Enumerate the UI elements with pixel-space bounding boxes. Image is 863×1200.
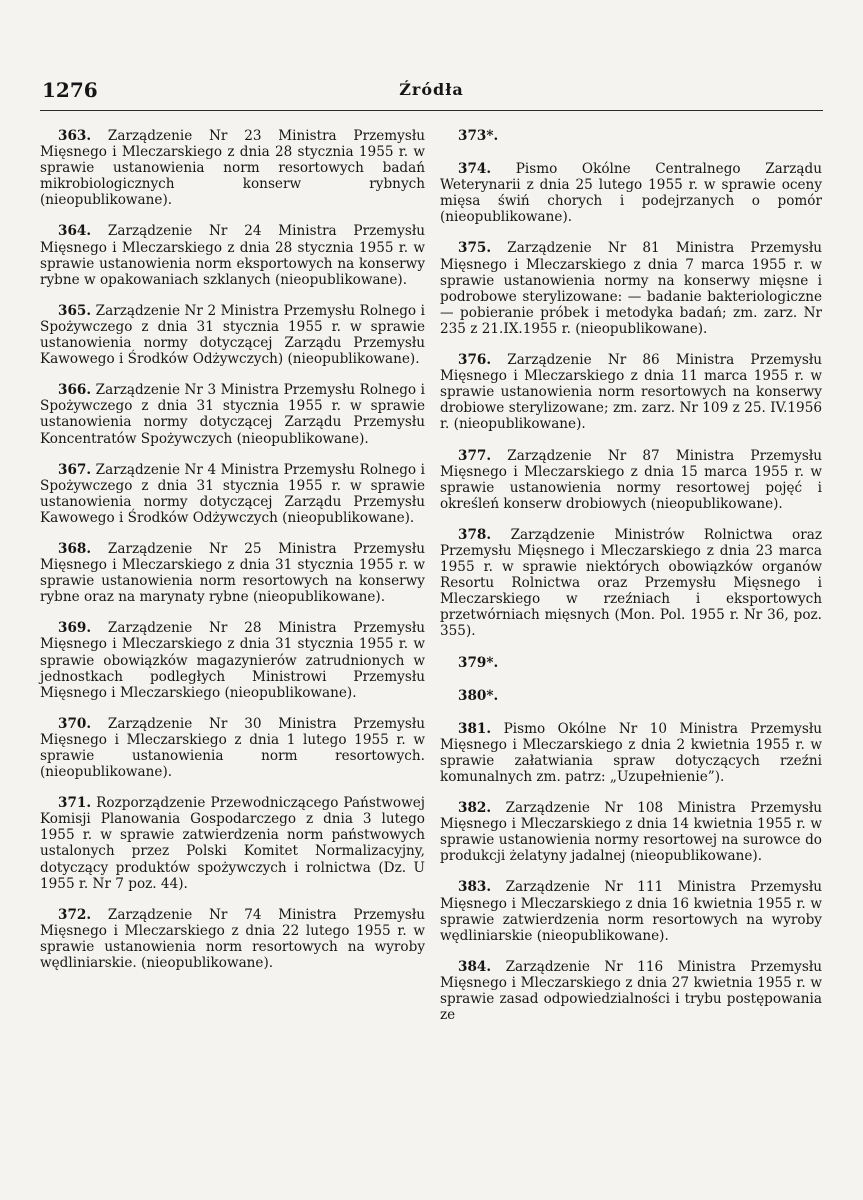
entry-number: 383. <box>458 879 492 896</box>
entry-text: Zarządzenie Nr 108 Ministra Przemysłu Mięsnego i Mleczarskiego z dnia 14 kwietnia 1955 r. w sprawie ustanowienia normy resortowej na surowce do produkcji żelatyny jadalnej (nieopublikowane). <box>440 800 823 865</box>
entry-text: Zarządzenie Nr 24 Ministra Przemysłu Mięsnego i Mleczarskiego z dnia 28 stycznia 1955 r. w sprawie ustanowienia norm eksportowych na konserwy rybne w opakowaniach szklanych (nieopublikowane). <box>40 223 425 288</box>
source-entry <box>40 462 425 526</box>
entry-text: Zarządzenie Nr 23 Ministra Przemysłu Mięsnego i Mleczarskiego z dnia 28 stycznia 1955 r. w sprawie ustanowienia norm resortowych badań mikrobiologicznych konserw rybnych (nieopublikowane). <box>40 128 425 209</box>
entry-text: Zarządzenie Nr 116 Ministra Przemysłu Mięsnego i Mleczarskiego z dnia 27 kwietnia 1955 r. w sprawie zasad odpowiedzialności i trybu postępowania ze <box>440 958 823 1024</box>
entry-text: Zarządzenie Ministrów Rolnictwa oraz Przemysłu Mięsnego i Mleczarskiego z dnia 23 marca 1955 r. w sprawie niektórych obowiązków organów Resortu Rolnictwa oraz Przemysłu Mięsnego i Mleczarskiego w rzeźniach i eksportowych przetwórniach mięsnych (Mon. Pol. 1955 r. Nr 36, poz. 355). <box>440 526 823 640</box>
source-entry <box>440 800 822 864</box>
entry-number: 374. <box>458 161 492 178</box>
entry-number: 372. <box>58 906 92 923</box>
source-entry <box>440 240 822 337</box>
entry-text: Zarządzenie Nr 87 Ministra Przemysłu Mięsnego i Mleczarskiego z dnia 15 marca 1955 r. w sprawie ustanowienia normy resortowej pojęć i określeń konserw drobiowych (nieopublikowane). <box>440 447 822 512</box>
entry-number: 382. <box>458 800 492 817</box>
entry-number: 379*. <box>458 654 499 671</box>
entry-number: 371. <box>58 795 92 812</box>
entry-number: 373*. <box>458 128 499 144</box>
running-title: Źródła <box>399 80 464 99</box>
right-column <box>440 128 822 1038</box>
source-entry <box>440 527 822 640</box>
left-column <box>40 128 425 986</box>
source-entry <box>40 223 425 287</box>
source-entry <box>440 688 822 704</box>
entry-number: 367. <box>58 461 92 478</box>
source-entry <box>440 879 822 943</box>
entry-text: Zarządzenie Nr 4 Ministra Przemysłu Rolnego i Spożywczego z dnia 31 stycznia 1955 r. w sprawie ustanowienia normy dotyczącej Zarządu Przemysłu Kawowego i Środków Odżywczych (nieopublikowane). <box>40 461 425 526</box>
entry-number: 384. <box>458 958 492 975</box>
page-number: 1276 <box>42 78 98 102</box>
source-entry <box>40 620 425 700</box>
source-entry <box>440 721 822 785</box>
entry-text: Zarządzenie Nr 25 Ministra Przemysłu Mięsnego i Mleczarskiego z dnia 31 stycznia 1955 r. w sprawie ustanowienia norm resortowych na konserwy rybne oraz na marynaty rybne (nieopublikowane). <box>40 540 425 606</box>
source-entry <box>40 795 425 892</box>
entry-text: Zarządzenie Nr 3 Ministra Przemysłu Rolnego i Spożywczego z dnia 31 stycznia 1955 r. w sprawie ustanowienia normy dotyczącej Zarządu Przemysłu Koncentratów Spożywczych (nieopublikowane). <box>40 382 425 447</box>
entry-number: 366. <box>58 382 92 399</box>
entry-text: Pismo Okólne Nr 10 Ministra Przemysłu Mięsnego i Mleczarskiego z dnia 2 kwietnia 1955 r. w sprawie załatwiania spraw dotyczących rzeźni komunalnych zm. patrz: „Uzupełnienie”). <box>440 720 822 785</box>
entry-text: Zarządzenie Nr 30 Ministra Przemysłu Mięsnego i Mleczarskiego z dnia 1 lutego 1955 r. w sprawie ustanowienia norm resortowych. (nieopublikowane). <box>40 715 425 781</box>
entry-number: 378. <box>458 526 492 543</box>
page-header <box>40 78 823 111</box>
entry-number: 377. <box>458 447 492 464</box>
entry-number: 375. <box>458 240 492 257</box>
entry-number: 368. <box>58 540 92 557</box>
source-entry <box>40 716 425 780</box>
source-entry <box>40 128 425 208</box>
entry-number: 380*. <box>458 687 499 704</box>
entry-text: Zarządzenie Nr 81 Ministra Przemysłu Mięsnego i Mleczarskiego z dnia 7 marca 1955 r. w sprawie ustanowienia normy na konserwy mięsne i podrobowe sterylizowane: — badanie bakteriologiczne — pobieranie próbek i metodyka badań; zm. zarz. Nr 235 z 21.IX.1955 r. (nieopublikowane). <box>440 240 822 337</box>
entry-text: Zarządzenie Nr 111 Ministra Przemysłu Mięsnego i Mleczarskiego z dnia 16 kwietnia 1955 r. w sprawie zatwierdzenia norm resortowych na wyroby wędliniarskie (nieopublikowane). <box>440 879 823 944</box>
entry-number: 364. <box>58 223 92 240</box>
source-entry <box>440 448 822 512</box>
entry-text: Pismo Okólne Centralnego Zarządu Weterynarii z dnia 25 lutego 1955 r. w sprawie oceny mięsa świń chorych i podejrzanych o pomór (nieopublikowane). <box>440 161 822 226</box>
source-entry <box>440 161 822 225</box>
entry-number: 370. <box>58 715 92 732</box>
source-entry <box>440 959 822 1023</box>
entry-text: Zarządzenie Nr 2 Ministra Przemysłu Rolnego i Spożywczego z dnia 31 stycznia 1955 r. w sprawie ustanowienia normy dotyczącej Zarządu Przemysłu Kawowego i Środków Odżywczych) (nieopublikowane). <box>40 302 425 368</box>
source-entry <box>40 541 425 605</box>
entry-number: 376. <box>458 352 492 369</box>
entry-number: 381. <box>458 720 492 737</box>
entry-text: Rozporządzenie Przewodniczącego Państwowej Komisji Planowania Gospodarczego z dnia 3 lutego 1955 r. w sprawie zatwierdzenia norm państwowych ustalonych przez Polski Komitet Normalizacyjny, dotyczący produktów spożywczych i rolnictwa (Dz. U 1955 r. Nr 7 poz. 44). <box>40 795 425 892</box>
source-entry <box>40 303 425 367</box>
entry-text: Zarządzenie Nr 74 Ministra Przemysłu Mięsnego i Mleczarskiego z dnia 22 lutego 1955 r. w sprawie ustanowienia norm resortowych na wyroby wędliniarskie. (nieopublikowane). <box>40 906 425 972</box>
source-entry <box>40 907 425 971</box>
entry-text: Zarządzenie Nr 28 Ministra Przemysłu Mięsnego i Mleczarskiego z dnia 31 stycznia 1955 r. w sprawie obowiązków magazynierów zatrudnionych w jednostkach podległych Ministrowi Przemysłu Mięsnego i Mleczarskiego (nieopublikowane). <box>40 620 425 701</box>
entry-number: 369. <box>58 620 92 637</box>
source-entry <box>440 128 822 144</box>
entry-number: 363. <box>58 128 92 144</box>
entry-number: 365. <box>58 302 92 319</box>
source-entry <box>440 655 822 671</box>
entry-text: Zarządzenie Nr 86 Ministra Przemysłu Mięsnego i Mleczarskiego z dnia 11 marca 1955 r. w sprawie ustanowienia norm resortowych na konserwy drobiowe sterylizowane; zm. zarz. Nr 109 z 25. IV.1956 r. (nieopublikowane). <box>440 352 822 433</box>
source-entry <box>440 352 822 432</box>
source-entry <box>40 382 425 446</box>
